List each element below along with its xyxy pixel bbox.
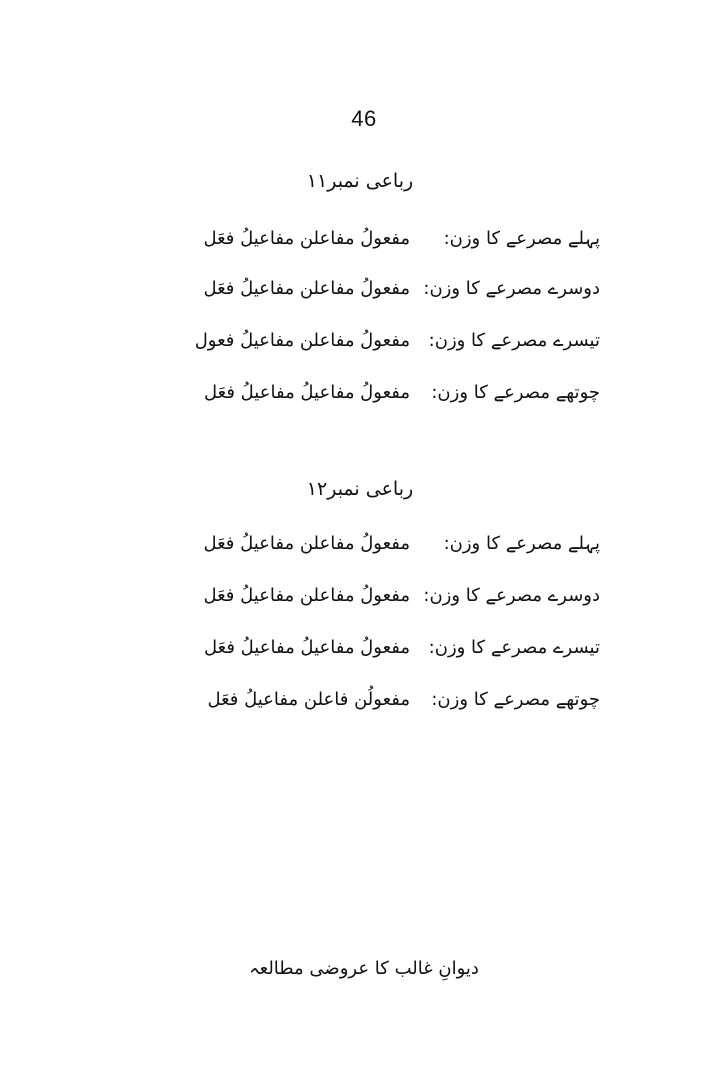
meter-row: [200, 579, 600, 613]
meter-row: [200, 683, 600, 717]
row-label: تیسرے مصرعے کا وزن:: [428, 637, 600, 658]
row-label: پہلے مصرعے کا وزن:: [443, 533, 600, 554]
row-label: پہلے مصرعے کا وزن:: [443, 228, 600, 249]
row-meter: مفعولُ مفاعلن مفاعیلُ فعَل: [203, 228, 410, 249]
meter-row: [200, 376, 600, 410]
row-meter: مفعولُ مفاعلن مفاعیلُ فعول: [194, 330, 410, 351]
row-label: تیسرے مصرعے کا وزن:: [428, 330, 600, 351]
meter-row: [200, 631, 600, 665]
row-meter: مفعولُ مفاعیلُ مفاعیلُ فعَل: [204, 382, 410, 403]
row-meter: مفعولُ مفاعلن مفاعیلُ فعَل: [203, 585, 410, 606]
meter-row: [200, 222, 600, 256]
row-meter: مفعولُ مفاعلن مفاعیلُ فعَل: [203, 278, 410, 299]
row-label: دوسرے مصرعے کا وزن:: [423, 278, 600, 299]
row-label: دوسرے مصرعے کا وزن:: [423, 585, 600, 606]
row-label: چوتھے مصرعے کا وزن:: [431, 689, 600, 710]
row-meter: مفعولُ مفاعلن مفاعیلُ فعَل: [203, 533, 410, 554]
meter-row: [200, 527, 600, 561]
meter-row: [194, 324, 600, 358]
page-number: 46: [351, 106, 377, 131]
book-title-footer: دیوانِ غالب کا عروضی مطالعہ: [249, 958, 479, 979]
meter-row: [200, 272, 600, 306]
section-title-rubai-12: رباعی نمبر۱۲: [306, 478, 414, 500]
row-label: چوتھے مصرعے کا وزن:: [431, 382, 600, 403]
section-title-rubai-11: رباعی نمبر۱۱: [306, 170, 414, 192]
row-meter: مفعولُن فاعلن مفاعیلُ فعَل: [207, 689, 410, 710]
row-meter: مفعولُ مفاعیلُ مفاعیلُ فعَل: [204, 637, 410, 658]
